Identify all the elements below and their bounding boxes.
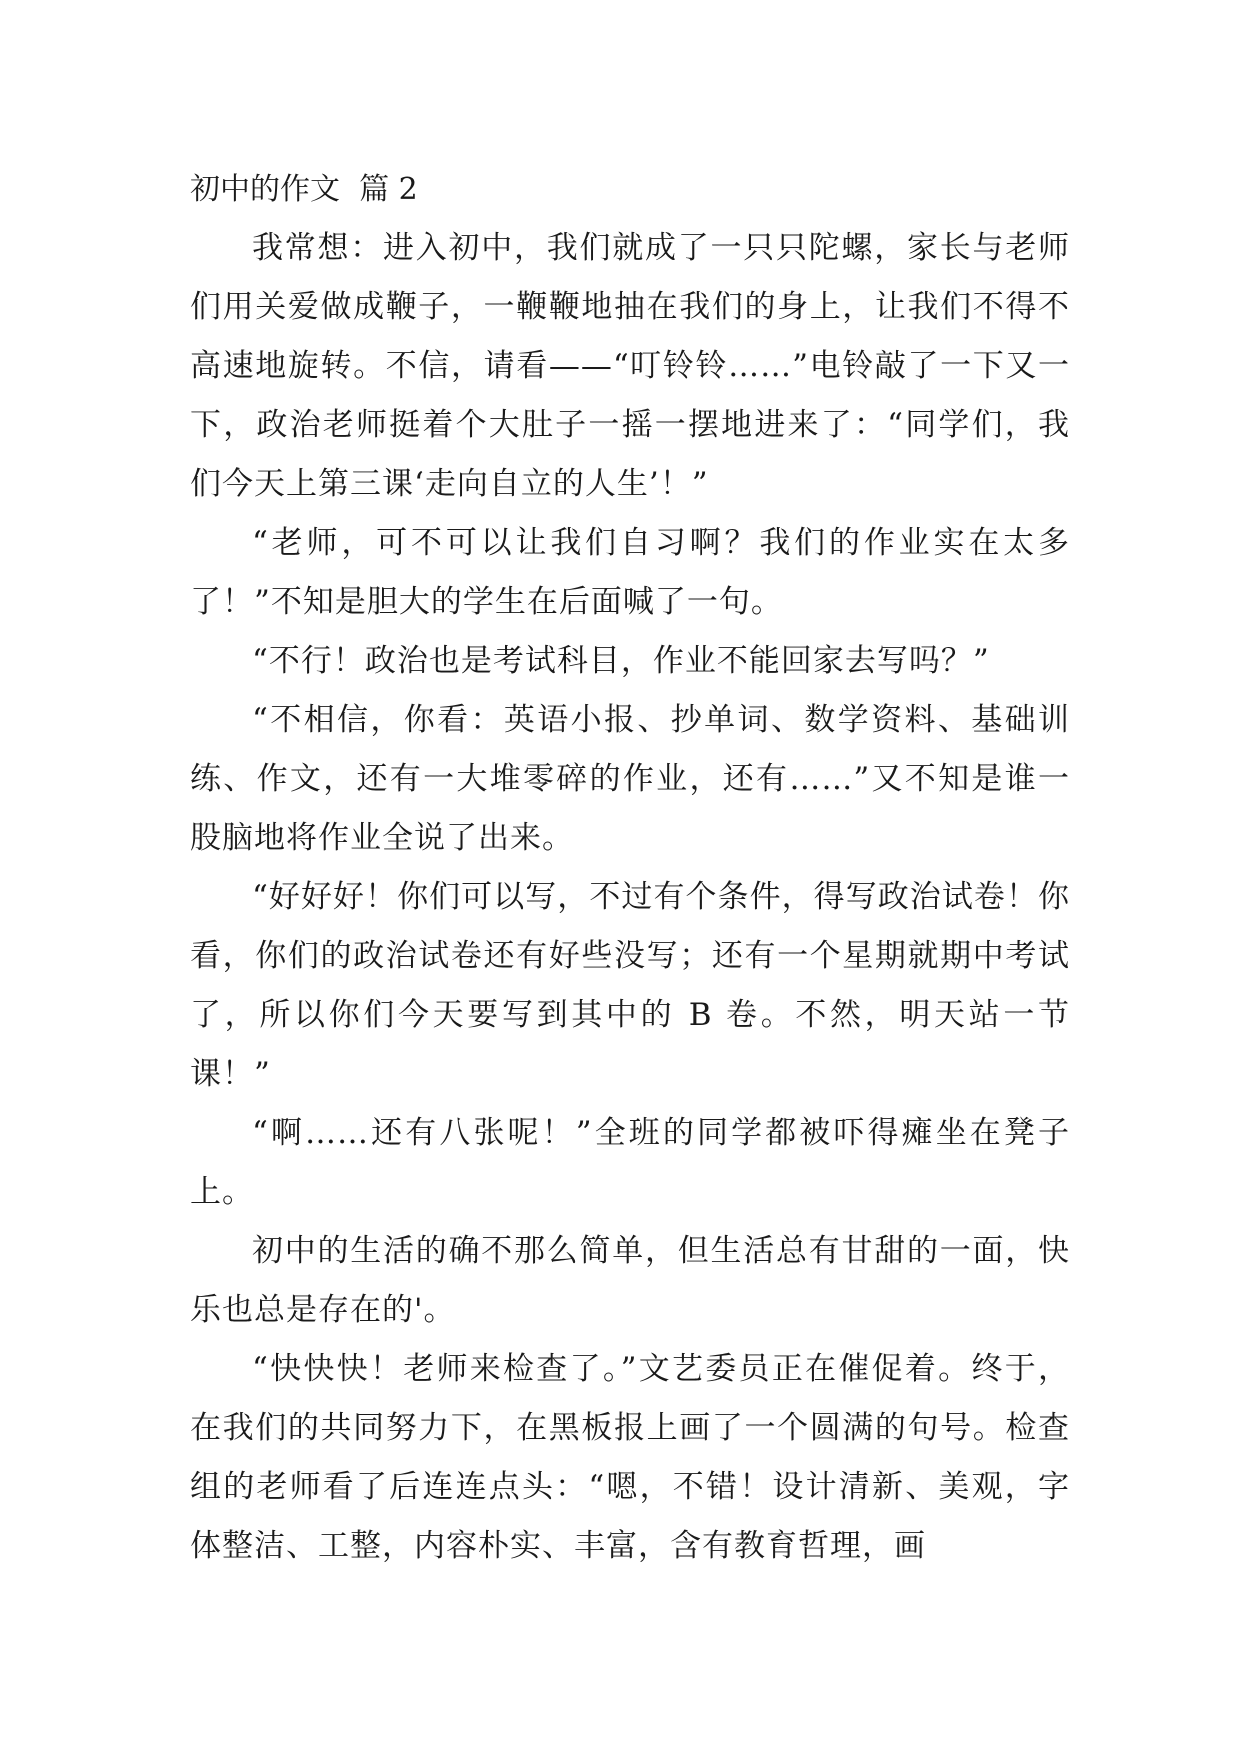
document-title: 初中的作文 篇 2: [190, 172, 418, 207]
paragraph: “啊……还有八张呢！”全班的同学都被吓得瘫坐在凳子上。: [190, 1115, 1070, 1210]
paragraph: “老师，可不可以让我们自习啊？我们的作业实在太多了！”不知是胆大的学生在后面喊了一句。: [190, 525, 1070, 620]
paragraph: “不相信，你看：英语小报、抄单词、数学资料、基础训练、作文，还有一大堆零碎的作业，还有……”又不知是谁一股脑地将作业全说了出来。: [190, 702, 1070, 856]
paragraph: “快快快！老师来检查了。”文艺委员正在催促着。终于，在我们的共同努力下，在黑板报上画了一个圆满的句号。检查组的老师看了后连连点头：“嗯，不错！设计清新、美观，字体整洁、工整，内容朴实、丰富，含有教育哲理，画: [190, 1351, 1070, 1564]
paragraph: “不行！政治也是考试科目，作业不能回家去写吗？”: [252, 643, 990, 679]
paragraph: 我常想：进入初中，我们就成了一只只陀螺，家长与老师们用关爱做成鞭子，一鞭鞭地抽在我们的身上，让我们不得不高速地旋转。不信，请看——“叮铃铃……”电铃敲了一下又一下，政治老师挺着个大肚子一摇一摆地进来了：“同学们，我们今天上第三课‘走向自立的人生’！”: [190, 230, 1070, 502]
paragraph: “好好好！你们可以写，不过有个条件，得写政治试卷！你看，你们的政治试卷还有好些没写；还有一个星期就期中考试了，所以你们今天要写到其中的 B 卷。不然，明天站一节课！”: [190, 879, 1070, 1092]
document-body: [190, 160, 1070, 1576]
paragraph: 初中的生活的确不那么简单，但生活总有甘甜的一面，快乐也总是存在的'。: [190, 1233, 1070, 1328]
